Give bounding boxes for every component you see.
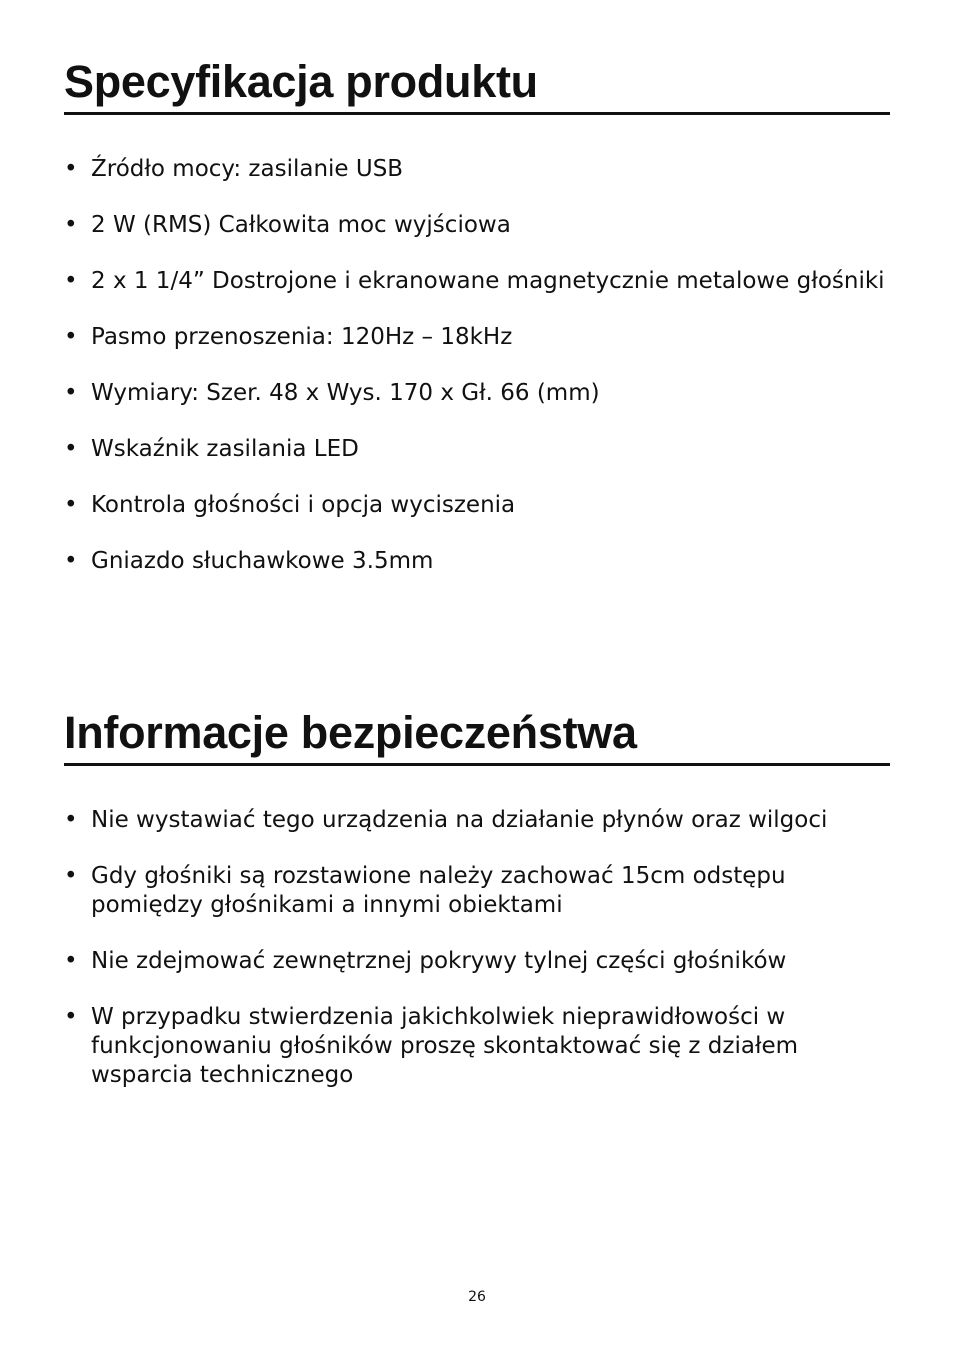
spec-item-text: 2 x 1 1/4” Dostrojone i ekranowane magnetycznie metalowe głośniki [91,268,885,294]
spec-item-text: Wymiary: Szer. 48 x Wys. 170 x Gł. 66 (mm) [91,380,600,406]
spec-list-item [64,491,890,520]
spec-list-item [64,547,890,576]
safety-item-text: Gdy głośniki są rozstawione należy zachować 15cm odstępu pomiędzy głośnikami a innymi obiektami [91,863,786,918]
safety-section [64,707,890,1117]
bullet-icon: • [64,156,78,182]
bullet-icon: • [64,1004,78,1030]
bullet-icon: • [64,324,78,350]
spec-list-item [64,211,890,240]
spec-item-text: Gniazdo słuchawkowe 3.5mm [91,548,434,574]
bullet-icon: • [64,548,78,574]
bullet-icon: • [64,492,78,518]
safety-item-text: Nie wystawiać tego urządzenia na działanie płynów oraz wilgoci [91,807,828,833]
bullet-icon: • [64,268,78,294]
safety-list-item [64,806,890,835]
safety-heading-rule [64,763,890,766]
bullet-icon: • [64,807,78,833]
page-number: 26 [468,1289,486,1305]
bullet-icon: • [64,212,78,238]
safety-list [64,806,890,1090]
bullet-icon: • [64,380,78,406]
spec-item-text: 2 W (RMS) Całkowita moc wyjściowa [91,212,511,238]
safety-list-item [64,947,890,976]
safety-item-text: W przypadku stwierdzenia jakichkolwiek nieprawidłowości w funkcjonowaniu głośników proszę skontaktować się z działem wsparcia technicznego [91,1004,799,1088]
spec-list-item [64,379,890,408]
spec-heading: Specyfikacja produktu [64,56,538,107]
bullet-icon: • [64,436,78,462]
safety-heading: Informacje bezpieczeństwa [64,707,637,758]
safety-list-item [64,1003,890,1090]
bullet-icon: • [64,863,78,889]
spec-item-text: Wskaźnik zasilania LED [91,436,359,462]
safety-item-text: Nie zdejmować zewnętrznej pokrywy tylnej części głośników [91,948,787,974]
spec-item-text: Źródło mocy: zasilanie USB [91,156,404,182]
spec-list [64,155,890,576]
safety-list-item [64,862,890,920]
spec-heading-rule [64,112,890,115]
spec-item-text: Pasmo przenoszenia: 120Hz – 18kHz [91,324,513,350]
spec-section [64,56,890,603]
spec-list-item [64,155,890,184]
bullet-icon: • [64,948,78,974]
spec-list-item [64,323,890,352]
spec-list-item [64,435,890,464]
spec-item-text: Kontrola głośności i opcja wyciszenia [91,492,516,518]
spec-list-item [64,267,890,296]
